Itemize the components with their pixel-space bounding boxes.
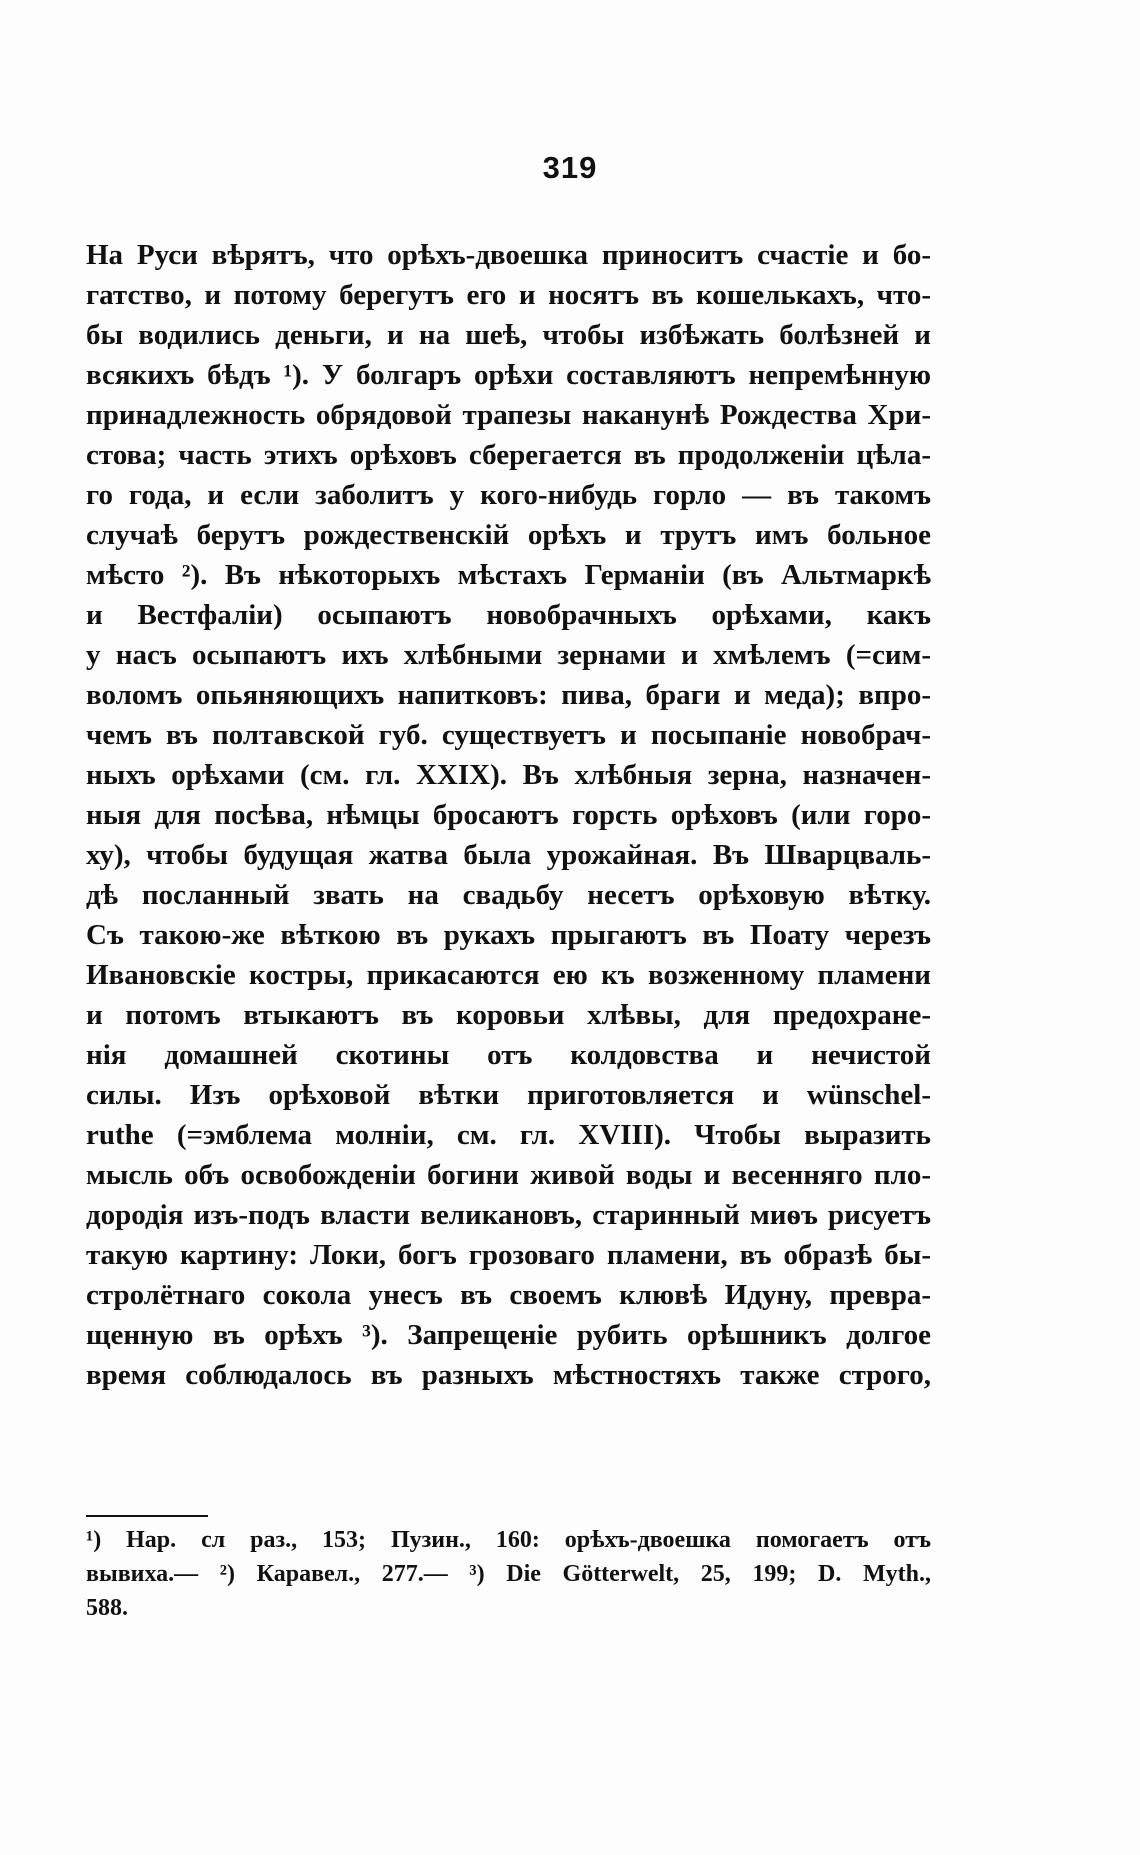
text-line: всякихъ бѣдъ ¹). У болгаръ орѣхи составляютъ непремѣнную	[86, 359, 931, 391]
text-line: и Вестфаліи) осыпаютъ новобрачныхъ орѣхами, какъ	[86, 599, 931, 631]
text-line: стролётнаго сокола унесъ въ своемъ клювѣ Идуну, превра-	[86, 1279, 931, 1311]
text-line: случаѣ берутъ рождественскій орѣхъ и трутъ имъ больное	[86, 519, 931, 551]
text-line: ху), чтобы будущая жатва была урожайная. Въ Шварцваль-	[86, 839, 931, 871]
footnote-divider	[86, 1515, 208, 1517]
text-line: бы водились деньги, и на шеѣ, чтобы избѣжать болѣзней и	[86, 319, 931, 351]
footnote-line: 588.	[86, 1595, 128, 1621]
text-line: стова; часть этихъ орѣховъ сберегается въ продолженіи цѣла-	[86, 439, 931, 471]
text-line: принадлежность обрядовой трапезы наканунѣ Рождества Хри-	[86, 399, 931, 431]
text-line: ныя для посѣва, нѣмцы бросаютъ горсть орѣховъ (или горо-	[86, 799, 931, 831]
text-line: мысль объ освобожденіи богини живой воды и весенняго пло-	[86, 1159, 931, 1191]
text-line: Съ такою-же вѣткою въ рукахъ прыгаютъ въ Поату черезъ	[86, 919, 931, 951]
text-line: Ивановскіе костры, прикасаются ею къ возженному пламени	[86, 959, 931, 991]
text-line: На Руси вѣрятъ, что орѣхъ-двоешка приноситъ счастіе и бо-	[86, 239, 931, 271]
body-text	[86, 235, 931, 1395]
page-number: 319	[542, 150, 598, 185]
text-line: силы. Изъ орѣховой вѣтки приготовляется и wünschel-	[86, 1079, 931, 1111]
text-line: и потомъ втыкаютъ въ коровьи хлѣвы, для предохране-	[86, 999, 931, 1031]
footnotes	[86, 1523, 931, 1625]
text-line: дородія изъ-подъ власти великановъ, старинный миѳъ рисуетъ	[86, 1199, 931, 1231]
text-line: такую картину: Локи, богъ грозоваго пламени, въ образѣ бы-	[86, 1239, 931, 1271]
footnote-line: вывиха.— ²) Каравел., 277.— ³) Die Götterwelt, 25, 199; D. Myth.,	[86, 1561, 931, 1587]
text-line: го года, и если заболитъ у кого-нибудь горло — въ такомъ	[86, 479, 931, 511]
text-line: чемъ въ полтавской губ. существуетъ и посыпаніе новобрач-	[86, 719, 931, 751]
text-line: ныхъ орѣхами (см. гл. XXIX). Въ хлѣбныя зерна, назначен-	[86, 759, 931, 791]
text-line: мѣсто ²). Въ нѣкоторыхъ мѣстахъ Германіи (въ Альтмаркѣ	[86, 559, 931, 591]
text-line: ruthe (=эмблема молніи, см. гл. XVIII). Чтобы выразить	[86, 1119, 931, 1151]
text-line: воломъ опьяняющихъ напитковъ: пива, браги и меда); впро-	[86, 679, 931, 711]
text-line: нія домашней скотины отъ колдовства и нечистой	[86, 1039, 931, 1071]
text-line: у насъ осыпаютъ ихъ хлѣбными зернами и хмѣлемъ (=сим-	[86, 639, 931, 671]
text-line: щенную въ орѣхъ ³). Запрещеніе рубить орѣшникъ долгое	[86, 1319, 931, 1351]
text-line: дѣ посланный звать на свадьбу несетъ орѣховую вѣтку.	[86, 879, 931, 911]
text-line: время соблюдалось въ разныхъ мѣстностяхъ также строго,	[86, 1359, 931, 1391]
text-line: гатство, и потому берегутъ его и носятъ въ кошелькахъ, что-	[86, 279, 931, 311]
footnote-line: ¹) Нар. сл раз., 153; Пузин., 160: орѣхъ-двоешка помогаетъ отъ	[86, 1527, 931, 1553]
